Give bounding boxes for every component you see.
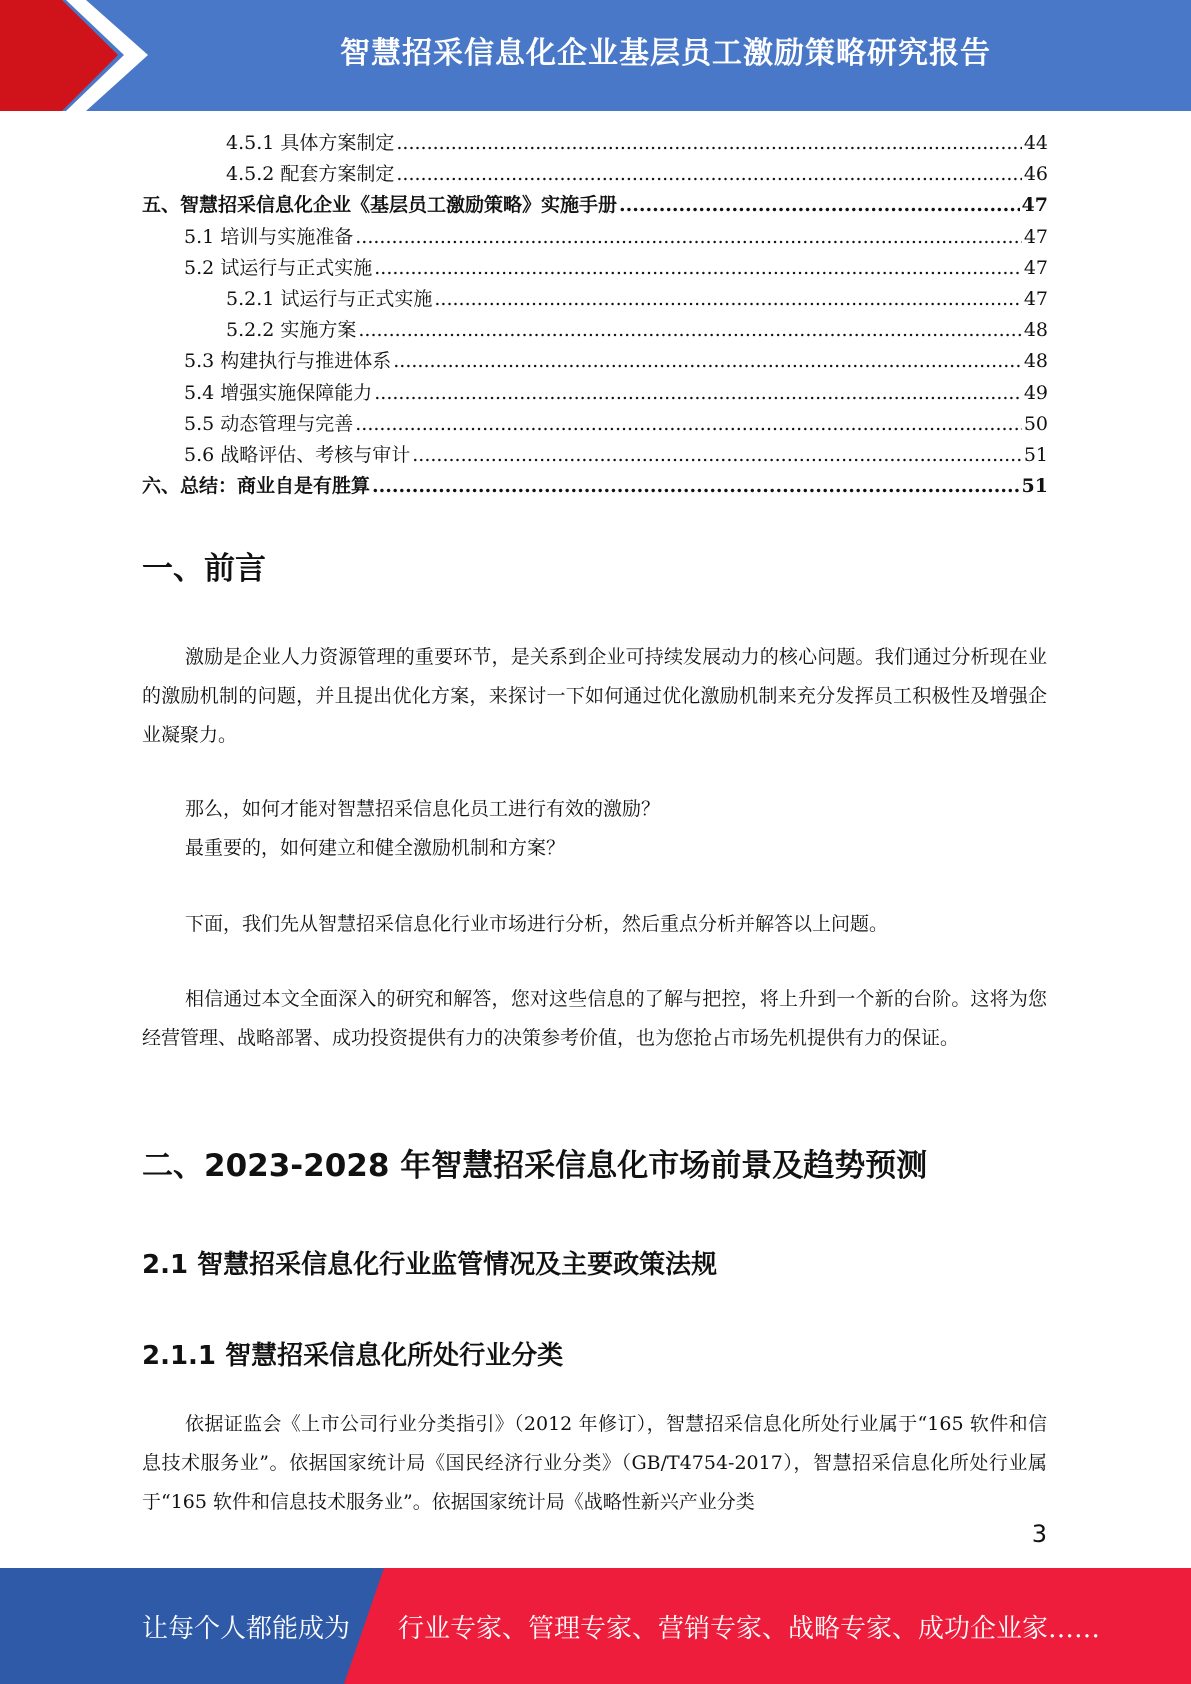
toc-leader-dots <box>358 319 1021 341</box>
toc-leader-dots <box>355 226 1022 248</box>
toc-entry-title: 5.4 增强实施保障能力 <box>184 381 373 404</box>
toc-entry-page: 44 <box>1023 132 1048 154</box>
toc-entry[interactable] <box>142 159 1048 190</box>
toc-entry-page: 47 <box>1021 194 1048 217</box>
subsection-heading: 2.1 智慧招采信息化行业监管情况及主要政策法规 <box>142 1250 718 1280</box>
footer-slogan-right: 行业专家、管理专家、营销专家、战略专家、成功企业家…… <box>398 1613 1101 1644</box>
red-chevron-icon <box>0 0 160 111</box>
toc-entry-page: 47 <box>1023 287 1048 310</box>
table-of-contents <box>142 128 1048 502</box>
question-line: 那么，如何才能对智慧招采信息化员工进行有效的激励？ <box>185 798 661 820</box>
toc-entry[interactable] <box>142 253 1048 284</box>
page-number: 3 <box>1031 1520 1047 1548</box>
toc-entry-title: 5.5 动态管理与完善 <box>184 412 354 435</box>
toc-leader-dots <box>396 163 1021 185</box>
toc-entry-title: 五、智慧招采信息化企业《基层员工激励策略》实施手册 <box>142 194 618 217</box>
paragraph: 下面，我们先从智慧招采信息化行业市场进行分析，然后重点分析并解答以上问题。 <box>185 913 889 935</box>
footer-slogan-left: 让每个人都能成为 <box>142 1613 351 1644</box>
section-heading-preface: 一、前言 <box>142 551 266 587</box>
header-title: 智慧招采信息化企业基层员工激励策略研究报告 <box>340 36 991 71</box>
toc-entry-page: 49 <box>1023 381 1048 404</box>
toc-entry[interactable] <box>142 284 1048 315</box>
toc-entry-title: 4.5.1 具体方案制定 <box>226 132 395 154</box>
toc-entry[interactable] <box>142 190 1048 221</box>
toc-entry-page: 51 <box>1021 475 1048 498</box>
toc-leader-dots <box>412 444 1022 466</box>
toc-entry[interactable] <box>142 471 1048 502</box>
toc-leader-dots <box>372 475 1020 497</box>
toc-entry-page: 48 <box>1023 350 1048 373</box>
toc-entry-title: 4.5.2 配套方案制定 <box>226 163 395 186</box>
toc-entry-title: 5.2.1 试运行与正式实施 <box>226 287 433 310</box>
toc-leader-dots <box>393 350 1022 372</box>
toc-leader-dots <box>355 413 1022 435</box>
toc-entry-page: 48 <box>1023 319 1048 342</box>
toc-entry-title: 5.2 试运行与正式实施 <box>184 256 373 279</box>
toc-entry[interactable] <box>142 222 1048 253</box>
toc-entry-page: 51 <box>1023 443 1048 466</box>
question-line: 最重要的，如何建立和健全激励机制和方案？ <box>185 837 566 859</box>
toc-leader-dots <box>434 288 1021 310</box>
toc-entry[interactable] <box>142 409 1048 440</box>
page-footer <box>0 1568 1191 1684</box>
toc-leader-dots <box>374 382 1022 404</box>
toc-entry-title: 5.3 构建执行与推进体系 <box>184 350 392 373</box>
toc-leader-dots <box>396 132 1021 154</box>
toc-entry[interactable] <box>142 440 1048 471</box>
toc-leader-dots <box>619 194 1020 216</box>
paragraph: 依据证监会《上市公司行业分类指引》（2012 年修订），智慧招采信息化所处行业属于“165 软件和信息技术服务业”。依据国家统计局《国民经济行业分类》（GB/T4754-2017），智慧招采信息化所处行业属于“165 软件和信息技术服务业”。依据国家统计局《战略性新兴产业分类 <box>142 1413 1047 1513</box>
toc-entry[interactable] <box>142 315 1048 346</box>
toc-leader-dots <box>374 257 1022 279</box>
toc-entry-page: 47 <box>1023 256 1048 279</box>
subsubsection-heading: 2.1.1 智慧招采信息化所处行业分类 <box>142 1341 564 1371</box>
toc-entry-title: 5.6 战略评估、考核与审计 <box>184 443 411 466</box>
toc-entry-page: 47 <box>1023 225 1048 248</box>
toc-entry-page: 46 <box>1023 163 1048 186</box>
section-heading-market: 二、2023-2028 年智慧招采信息化市场前景及趋势预测 <box>142 1148 928 1184</box>
page-header <box>0 0 1191 111</box>
paragraph: 相信通过本文全面深入的研究和解答，您对这些信息的了解与把控，将上升到一个新的台阶。这将为您经营管理、战略部署、成功投资提供有力的决策参考价值，也为您抢占市场先机提供有力的保证。 <box>142 988 1047 1049</box>
toc-entry-title: 5.1 培训与实施准备 <box>184 225 354 248</box>
paragraph: 激励是企业人力资源管理的重要环节，是关系到企业可持续发展动力的核心问题。我们通过分析现在业的激励机制的问题，并且提出优化方案，来探讨一下如何通过优化激励机制来充分发挥员工积极性及增强企业凝聚力。 <box>142 646 1047 746</box>
toc-entry[interactable] <box>142 378 1048 409</box>
toc-entry[interactable] <box>142 346 1048 377</box>
toc-entry-page: 50 <box>1023 412 1048 435</box>
toc-entry-title: 六、总结：商业自是有胜算 <box>142 475 371 498</box>
toc-entry[interactable] <box>142 128 1048 159</box>
toc-entry-title: 5.2.2 实施方案 <box>226 319 357 342</box>
